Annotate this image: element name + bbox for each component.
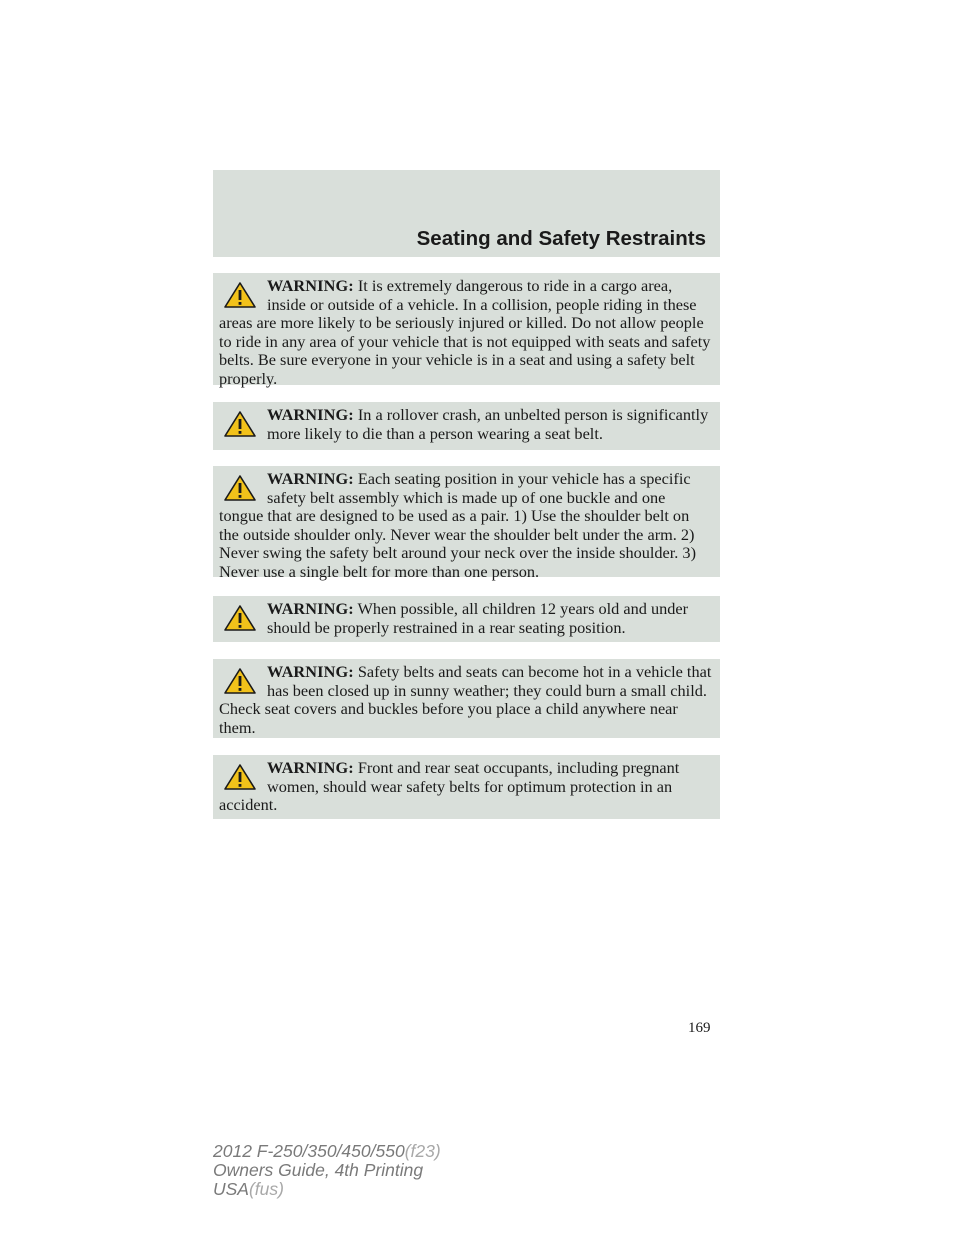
warning-label: WARNING: xyxy=(267,599,354,618)
warning-label: WARNING: xyxy=(267,469,354,488)
warning-text xyxy=(219,663,712,737)
warning-box xyxy=(213,466,720,581)
section-title: Seating and Safety Restraints xyxy=(416,227,706,250)
footer-line-edition: Owners Guide, 4th Printing xyxy=(213,1160,424,1180)
warning-box xyxy=(213,273,720,388)
footer-model-code: (f23) xyxy=(404,1141,441,1161)
footer-line-model xyxy=(213,1142,441,1161)
footer-market-code: (fus) xyxy=(248,1179,284,1199)
warning-triangle-icon xyxy=(223,410,257,438)
page-number: 169 xyxy=(688,1020,711,1036)
warning-body: It is extremely dangerous to ride in a cargo area, inside or outside of a vehicle. In a collision, people riding in these areas are more likely to be seriously injured or killed. Do not allow people to ride in any area of your vehicle that is not equipped with seats and safety belts. Be sure everyone in your vehicle is in a seat and using a safety belt properly. xyxy=(219,276,711,388)
warning-label: WARNING: xyxy=(267,662,354,681)
warning-triangle-icon xyxy=(223,281,257,309)
document-footer xyxy=(213,1142,441,1199)
warning-body: Each seating position in your vehicle has a specific safety belt assembly which is made up of one buckle and one tongue that are designed to be used as a pair. 1) Use the shoulder belt on the outside shoulder only. Never wear the shoulder belt under the arm. 2) Never swing the safety belt around your neck over the inside shoulder. 3) Never use a single belt for more than one person. xyxy=(219,469,696,581)
warning-body: Front and rear seat occupants, including pregnant women, should wear safety belts for optimum protection in an accident. xyxy=(219,758,680,815)
warning-label: WARNING: xyxy=(267,758,354,777)
warning-triangle-icon xyxy=(223,474,257,502)
warning-box xyxy=(213,755,720,819)
footer-line-market xyxy=(213,1180,441,1199)
warning-box xyxy=(213,596,720,642)
warning-box xyxy=(213,659,720,738)
warning-text xyxy=(219,600,712,637)
footer-market: USA xyxy=(213,1179,249,1199)
warning-label: WARNING: xyxy=(267,276,354,295)
footer-model: 2012 F-250/350/450/550 xyxy=(213,1141,405,1161)
warning-label: WARNING: xyxy=(267,405,354,424)
warning-box xyxy=(213,402,720,450)
warning-triangle-icon xyxy=(223,763,257,791)
warning-body: When possible, all children 12 years old and under should be properly restrained in a rear seating position. xyxy=(267,599,689,637)
warning-triangle-icon xyxy=(223,604,257,632)
warning-body: Safety belts and seats can become hot in a vehicle that has been closed up in sunny weather; they could burn a small child. Check seat covers and buckles before you place a child anywhere near them. xyxy=(219,662,712,737)
warning-text xyxy=(219,277,712,389)
warning-text xyxy=(219,759,712,815)
warning-triangle-icon xyxy=(223,667,257,695)
warning-body: In a rollover crash, an unbelted person is significantly more likely to die than a person wearing a seat belt. xyxy=(267,405,709,443)
warning-text xyxy=(219,470,712,582)
warning-text xyxy=(219,406,712,443)
section-header xyxy=(213,170,720,257)
